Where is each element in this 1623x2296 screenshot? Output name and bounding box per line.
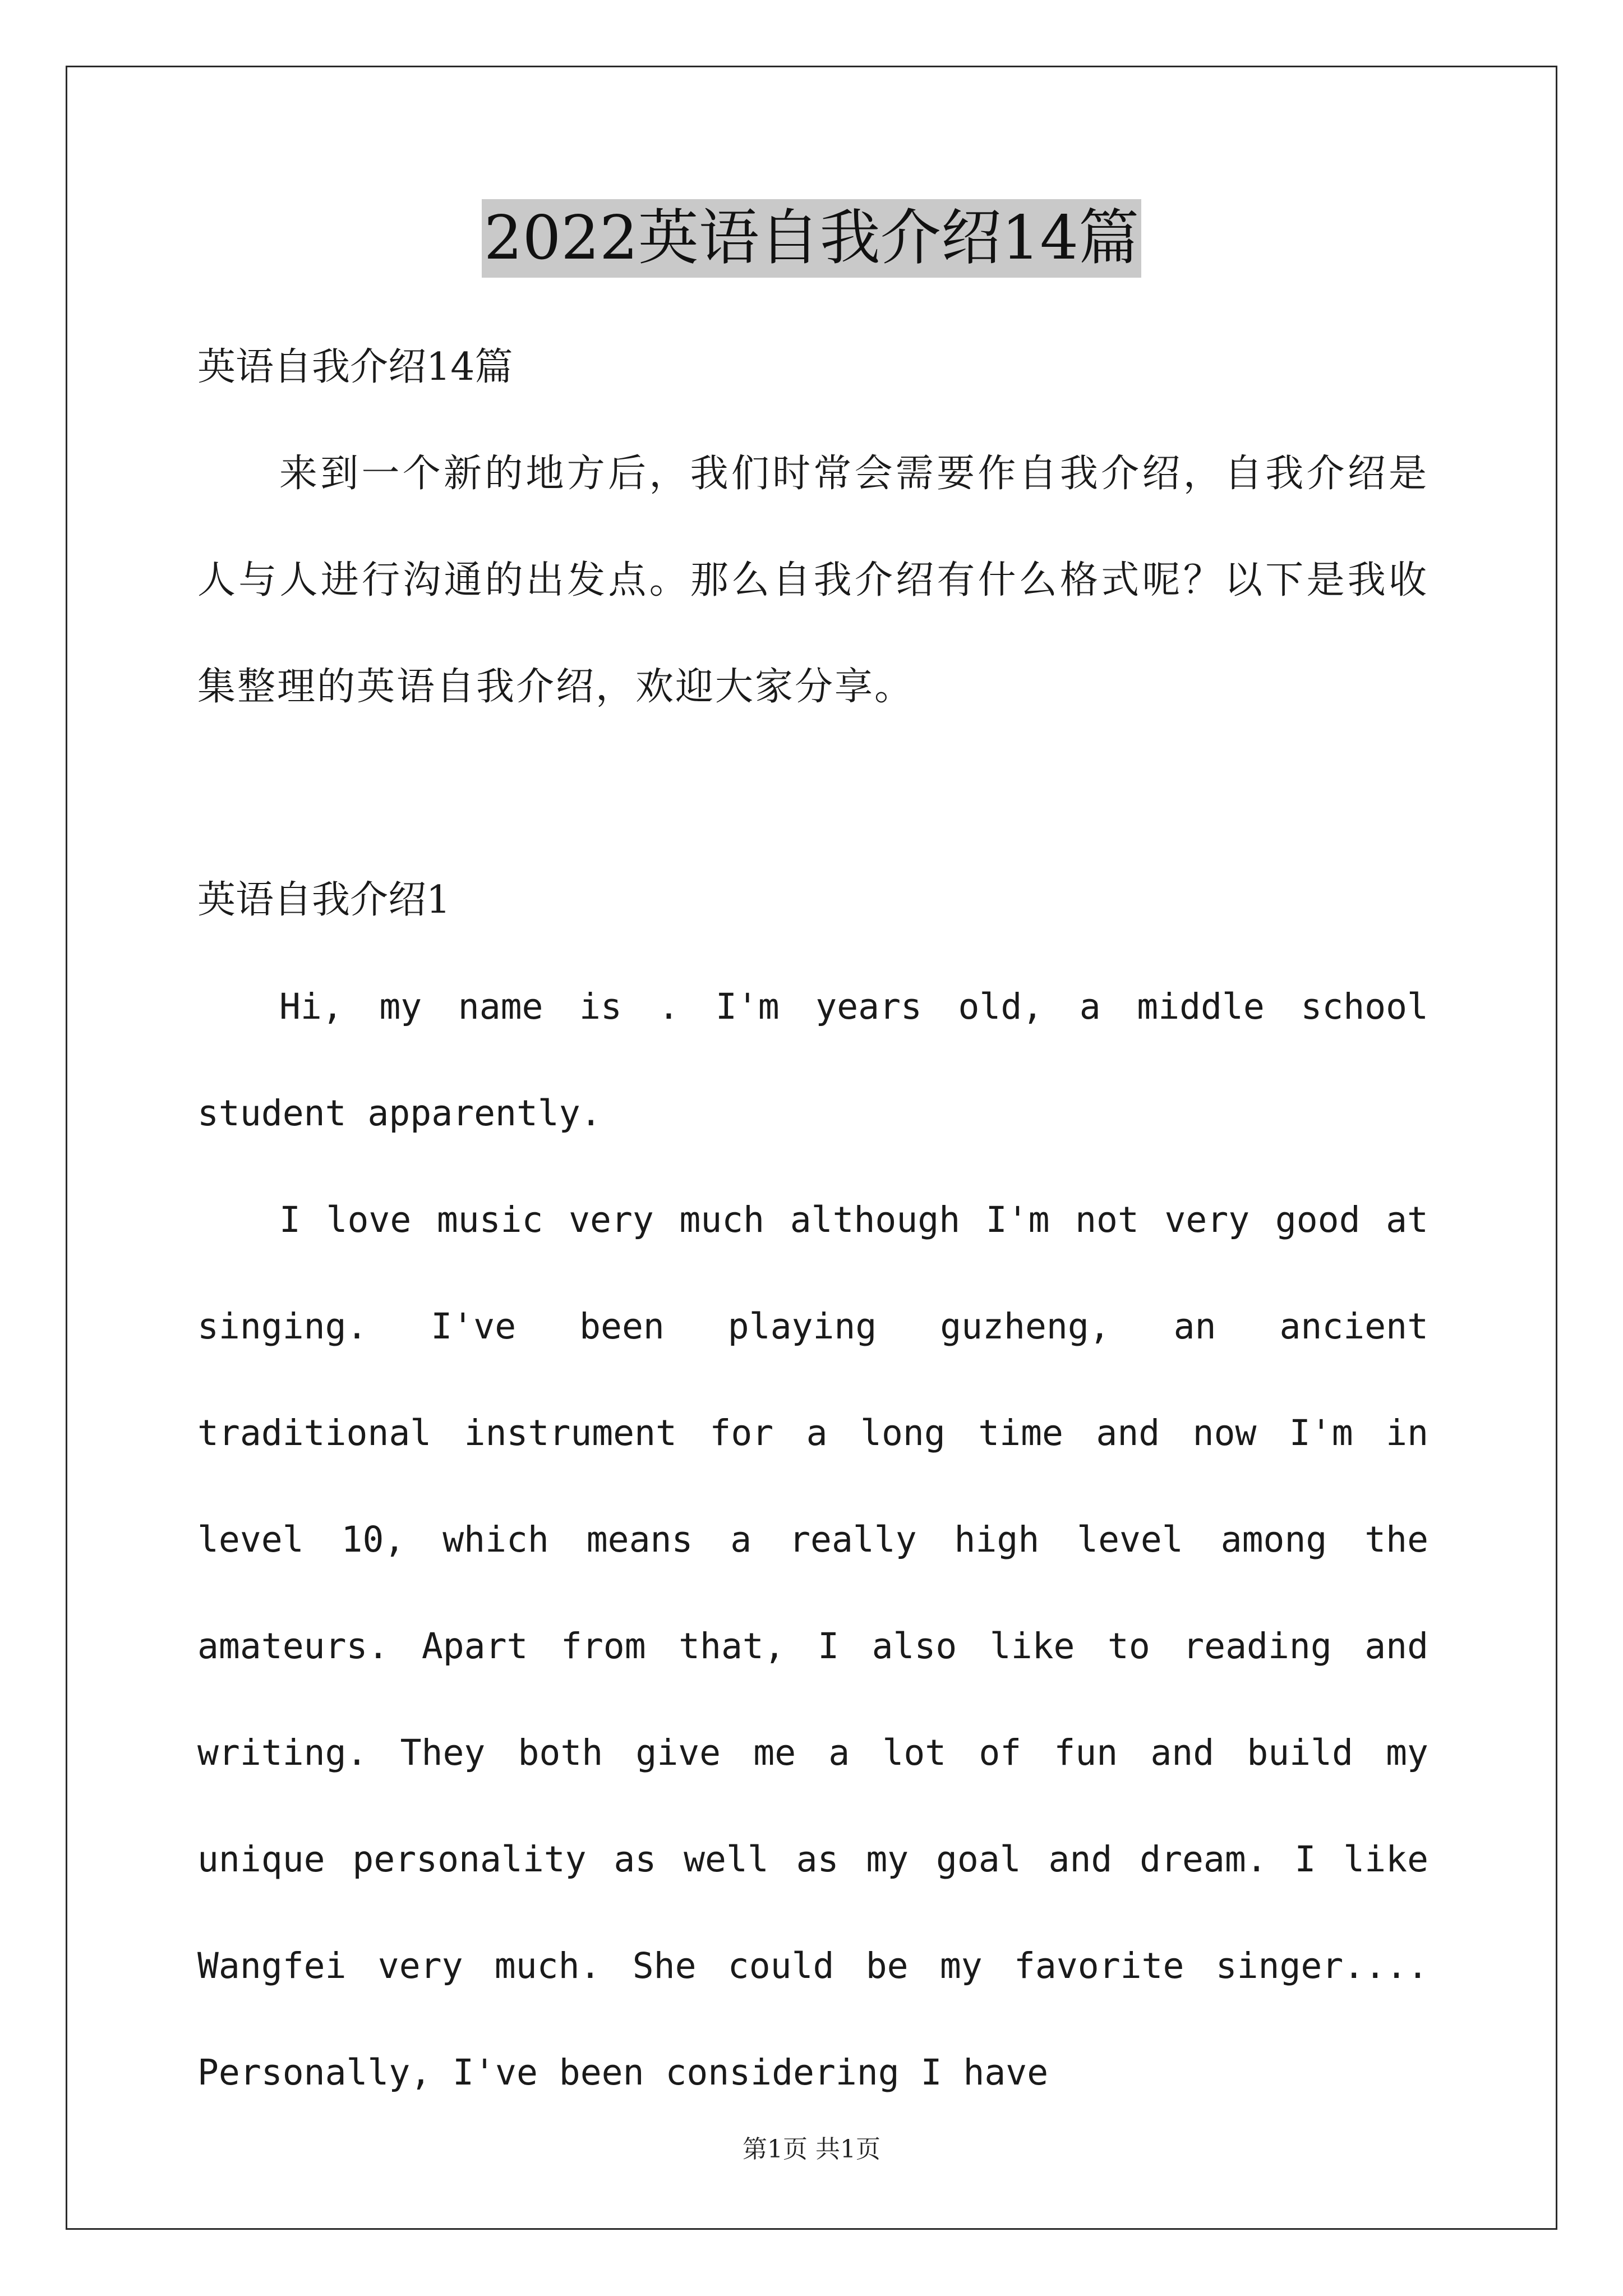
section-heading: 英语自我介绍1 bbox=[197, 878, 451, 922]
document-body bbox=[197, 314, 1428, 2126]
document-subtitle: 英语自我介绍14篇 bbox=[197, 345, 513, 389]
page-footer: 第1页 共1页 bbox=[743, 2135, 880, 2164]
blank-line bbox=[197, 740, 1428, 847]
body-paragraph-1: Hi, my name is . I'm years old, a middle school student apparently. bbox=[197, 986, 1428, 1134]
document-title: 2022英语自我介绍14篇 bbox=[482, 199, 1141, 278]
title-container bbox=[0, 199, 1623, 278]
body-paragraph-2: I love music very much although I'm not very good at singing. I've been playing guzheng, an ancient traditional instrument for a long time and now I'm in level 10, which means a really high level among the amateurs. Apart from that, I also like to reading and writing. They both give me a lot of fun and build my unique personality as well as my goal and dream. I like Wangfei very much. She could be my favorite singer.... Personally, I've been considering I have bbox=[197, 1199, 1428, 2093]
intro-paragraph: 来到一个新的地方后，我们时常会需要作自我介绍，自我介绍是人与人进行沟通的出发点。那么自我介绍有什么格式呢？以下是我收集整理的英语自我介绍，欢迎大家分享。 bbox=[197, 452, 1428, 709]
